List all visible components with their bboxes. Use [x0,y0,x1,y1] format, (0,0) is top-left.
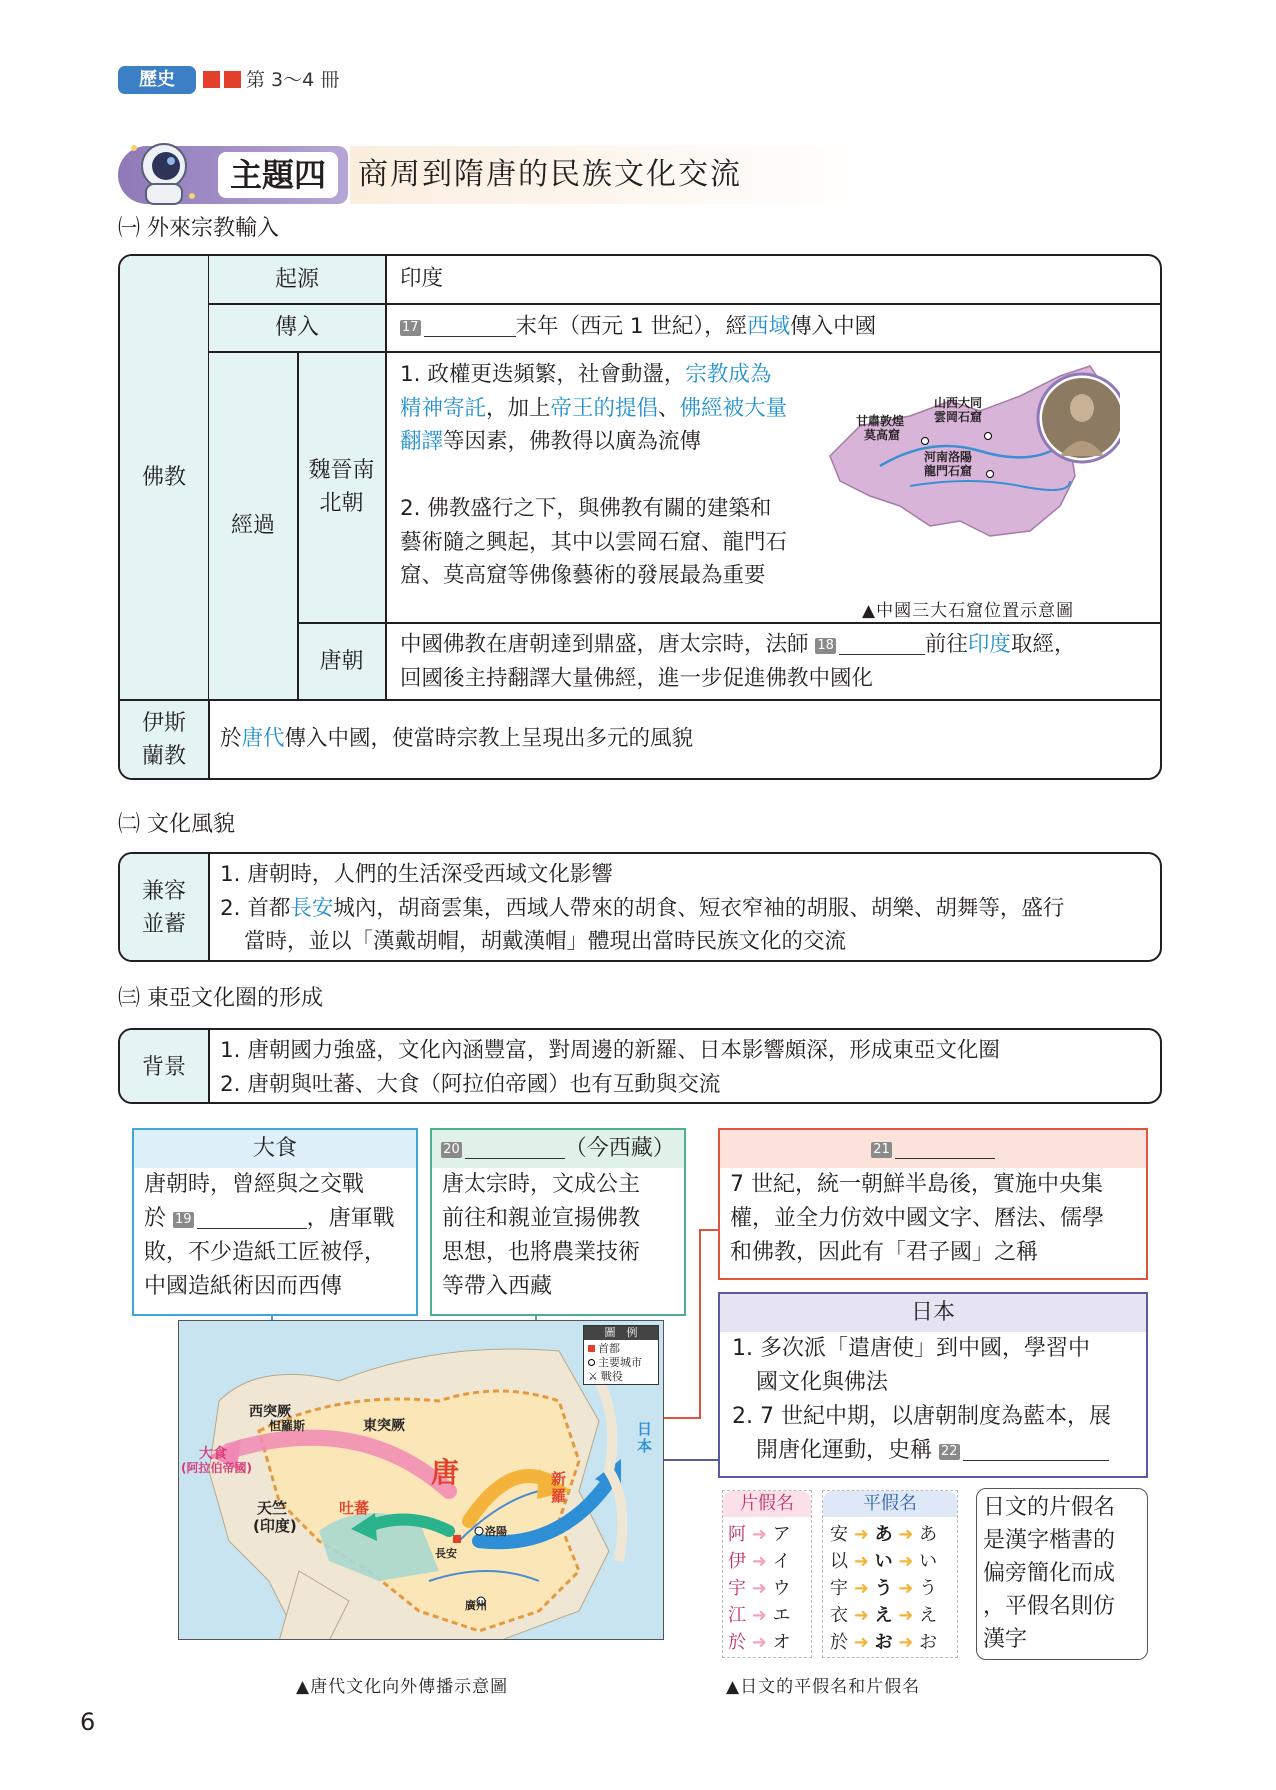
hiragana-row: 安 ➜ あ ➜ あ [830,1524,938,1545]
tubo-title: 20 （今西藏） [432,1130,684,1168]
kana-note: 日文的片假名 是漢字楷書的 偏旁簡化而成 ，平假名則仿 漢字 [976,1488,1148,1660]
intro-value: 17 末年（西元 1 世紀），經西域傳入中國 [402,314,877,339]
katakana-row: 江 ➜ エ [728,1605,791,1626]
map-legend: 圖 例 首都 主要城市 ⚔ 戰役 [583,1325,659,1385]
crossed-swords-icon: ⚔ [588,1370,598,1383]
intro-label: 傳入 [209,304,385,351]
culture-table [118,852,1162,962]
tang-map-caption: ▲唐代文化向外傳播示意圖 [296,1677,509,1697]
kana-caption: ▲日文的平假名和片假名 [726,1677,921,1697]
china-map-caption: ▲中國三大石窟位置示意圖 [862,601,1075,621]
section3-title: ㈢ 東亞文化圈的形成 [118,986,323,1011]
silla-title: 21 [720,1130,1146,1168]
religion-table [118,254,1162,780]
book-range: 第 3～4 冊 [246,69,340,91]
tang-culture-map: 圖 例 首都 主要城市 ⚔ 戰役 西突厥 怛羅斯 東突厥 唐 大食 (阿拉伯帝國) 天竺 (印度) 吐蕃 長安 洛陽 廣州 新羅 日本 [178,1320,664,1640]
section2-title: ㈡ 文化風貌 [118,812,235,837]
hiragana-table: 平假名 [822,1490,958,1658]
silla-box: 21 7 世紀，統一朝鮮半島後，實施中央集 權，並全力仿效中國文字、曆法、儒學 和佛教，因此有「君子國」之稱 [718,1128,1148,1280]
wei-item-2: 2. 佛教盛行之下，與佛教有關的建築和藝術隨之興起，其中以雲岡石窟、龍門石窟、莫高窟等佛像藝術的發展最為重要 [400,496,788,588]
wei-label: 魏晉南北朝 [298,352,385,622]
dashi-title: 大食 [134,1130,416,1168]
katakana-table: 片假名 [722,1490,812,1658]
hiragana-row: 以 ➜ い ➜ い [830,1551,938,1572]
hiragana-row: 宇 ➜ う ➜ う [830,1578,938,1599]
culture-text: 1. 唐朝時，人們的生活深受西域文化影響 2. 首都長安城內，胡商雲集，西域人帶來的胡食、短衣窄袖的胡服、胡樂、胡舞等，盛行 當時，並以「漢戴胡帽，胡戴漢帽」體現出當時民族文化的交流 [220,862,1065,954]
china-map-labels: 山西大同 雲岡石窟 甘肅敦煌 莫高窟 河南洛陽 龍門石窟 [856,396,983,478]
page-number: 6 [80,1708,96,1736]
wei-item-1: 1. 政權更迭頻繁，社會動盪，宗教成為精神寄託，加上帝王的提倡、佛經被大量翻譯等因素，佛教得以廣為流傳 [400,362,788,454]
katakana-row: 於 ➜ オ [728,1632,791,1653]
tubo-box: 20 （今西藏） 唐太宗時，文成公主 前往和親並宣揚佛教 思想，也將農業技術 等帶入西藏 [430,1128,686,1316]
japan-box: 日本 1. 多次派「遣唐使」到中國，學習中 國文化與佛法 2. 7 世紀中期，以唐朝制度為藍本，展 開唐化運動，史稱 22 [718,1292,1148,1478]
hiragana-row: 於 ➜ お ➜ お [830,1632,938,1653]
dashi-box: 大食 唐朝時，曾經與之交戰 於 19 ，唐軍戰 敗，不少造紙工匠被俘， 中國造紙術因而西傳 [132,1128,418,1316]
red-square-icon [203,71,220,88]
katakana-row: 阿 ➜ ア [728,1524,791,1545]
background-text: 1. 唐朝國力強盛，文化內涵豐富，對周邊的新羅、日本影響頗深，形成東亞文化圈 2. 唐朝與吐蕃、大食（阿拉伯帝國）也有互動與交流 [220,1038,1000,1097]
topic-title: 商周到隋唐的民族文化交流 [350,146,870,204]
origin-label: 起源 [209,256,385,303]
background-table [118,1028,1162,1104]
islam-text: 於唐代傳入中國，使當時宗教上呈現出多元的風貌 [220,726,694,751]
origin-value: 印度 [400,266,444,291]
japan-title: 日本 [720,1294,1146,1332]
tang-label: 唐朝 [298,623,385,699]
astronaut-icon [124,136,202,206]
katakana-row: 宇 ➜ ウ [728,1578,791,1599]
hiragana-row: 衣 ➜ え ➜ え [830,1605,938,1626]
buddhism-label: 佛教 [120,256,208,699]
katakana-row: 伊 ➜ イ [728,1551,791,1572]
islam-label: 伊斯蘭教 [120,700,208,780]
section1-title: ㈠ 外來宗教輸入 [118,216,279,241]
subject-tab: 歷史 [118,66,196,94]
process-label: 經過 [209,352,297,699]
background-label: 背景 [120,1030,208,1104]
topic-label: 主題四 [218,152,338,198]
red-square-icon [224,71,241,88]
tang-text: 中國佛教在唐朝達到鼎盛，唐太宗時，法師 18 前往印度取經， 回國後主持翻譯大量佛經，進一步促進佛教中國化 [400,632,1076,691]
culture-label: 兼容並蓄 [120,854,208,962]
